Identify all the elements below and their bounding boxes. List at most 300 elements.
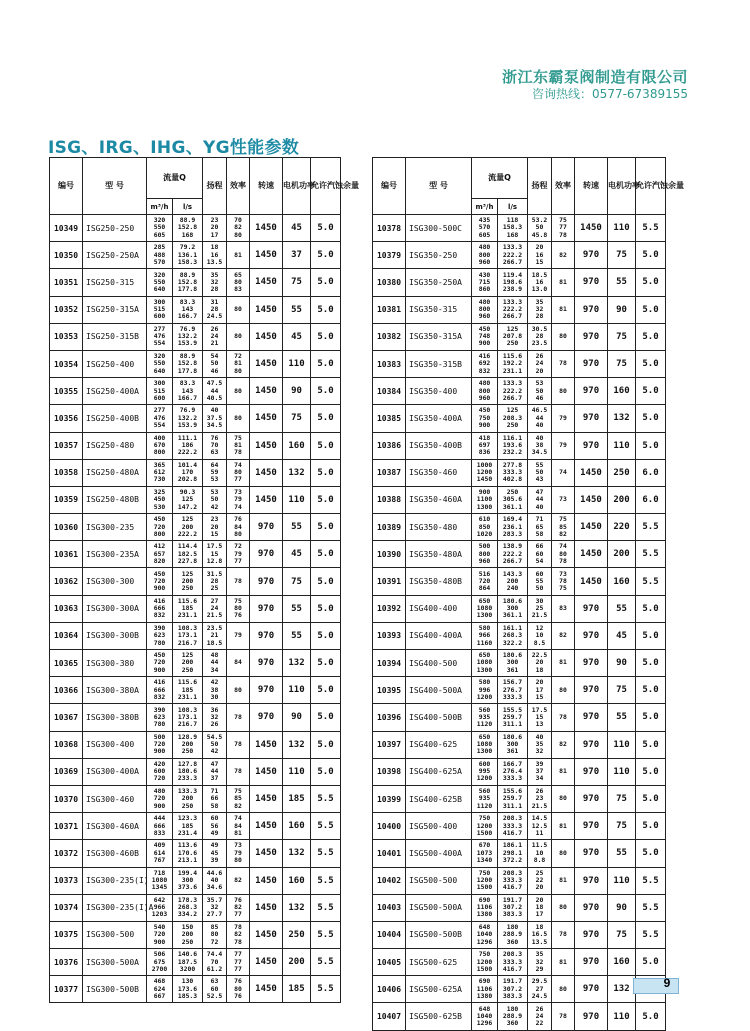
cell-power: 110 (608, 215, 636, 242)
cell-flow-ls-value: 268.3 (177, 903, 198, 912)
table-row (50, 595, 341, 622)
cell-model: ISG350-480B (406, 568, 472, 595)
cell-no: 10379 (373, 242, 406, 269)
cell-head-value: 20 (535, 366, 544, 375)
cell-speed: 1450 (250, 323, 283, 350)
cell-flow-m3h-value: 1300 (476, 665, 493, 674)
cell-no: 10356 (50, 405, 83, 432)
cell-flow-ls-value: 227.8 (177, 556, 198, 565)
cell-efficiency-value: 83 (559, 604, 567, 613)
cell-head (203, 568, 227, 595)
cell-power: 185 (283, 976, 311, 1003)
cell-efficiency-value: 82 (234, 930, 242, 939)
cell-speed: 1450 (250, 976, 283, 1003)
cell-npsh: 6.0 (636, 459, 666, 486)
cell-head-value: 12.5 (531, 821, 548, 830)
cell-flow-ls-value: 153.9 (177, 421, 198, 430)
cell-head-value: 22 (535, 1019, 544, 1028)
cell-flow-m3h (472, 350, 498, 377)
table-row (373, 405, 666, 432)
cell-flow-m3h (472, 514, 498, 541)
cell-flow-ls-value: 277.8 (502, 460, 523, 469)
cell-flow-m3h-value: 1300 (476, 611, 493, 620)
cell-flow-m3h-value: 1380 (476, 910, 493, 919)
table-row (50, 622, 341, 649)
cell-flow-m3h (472, 242, 498, 269)
cell-head-value: 21.5 (531, 611, 548, 620)
cell-efficiency (552, 813, 575, 840)
cell-flow-m3h-value: 960 (478, 312, 491, 321)
cell-flow-ls-value: 125 (181, 651, 194, 660)
cell-flow-ls-value: 250 (181, 937, 194, 946)
cell-head (203, 459, 227, 486)
cell-flow-ls-value: 156.7 (502, 678, 523, 687)
cell-flow-ls-value: 166.7 (502, 759, 523, 768)
cell-speed: 1450 (250, 867, 283, 894)
cell-flow-ls (173, 568, 203, 595)
cell-flow-m3h-value: 690 (478, 977, 491, 986)
cell-efficiency-value: 80 (559, 848, 567, 857)
performance-table-right (372, 157, 684, 1031)
cell-no: 10385 (373, 405, 406, 432)
cell-flow-m3h-value: 864 (478, 584, 491, 593)
cell-flow-ls-value: 173.1 (177, 631, 198, 640)
cell-flow-ls-value: 208.3 (502, 814, 523, 823)
cell-speed: 1450 (250, 242, 283, 269)
cell-flow-m3h-value: 1120 (476, 801, 493, 810)
cell-npsh: 5.0 (636, 785, 666, 812)
cell-head-value: 70 (210, 440, 219, 449)
cell-head-value: 26 (535, 352, 544, 361)
cell-flow-ls-value: 115.6 (177, 678, 198, 687)
cell-npsh: 5.0 (311, 405, 341, 432)
cell-speed: 970 (575, 432, 608, 459)
cell-head-value: 26 (535, 1004, 544, 1013)
cell-efficiency (227, 650, 250, 677)
cell-power: 110 (608, 432, 636, 459)
cell-no: 10388 (373, 486, 406, 513)
cell-flow-ls-value: 360 (506, 937, 519, 946)
cell-head (528, 215, 552, 242)
cell-power: 132 (283, 650, 311, 677)
cell-flow-m3h-value: 820 (153, 556, 166, 565)
cell-head-value: 38 (210, 685, 219, 694)
cell-flow-ls-value: 83.3 (179, 297, 196, 306)
table-row (50, 405, 341, 432)
cell-head-value: 53 (210, 475, 219, 484)
cell-flow-ls (498, 378, 528, 405)
cell-head-value: 53 (210, 488, 219, 497)
cell-flow-m3h (147, 976, 173, 1003)
cell-efficiency-value: 80 (234, 468, 242, 477)
cell-flow-m3h-value: 800 (478, 386, 491, 395)
cell-head-value: 8.5 (533, 638, 546, 647)
cell-speed: 970 (575, 242, 608, 269)
cell-flow-m3h-value: 516 (478, 569, 491, 578)
cell-flow-m3h (472, 976, 498, 1003)
cell-flow-m3h-value: 666 (153, 821, 166, 830)
cell-flow-ls-value: 298.1 (502, 848, 523, 857)
cell-efficiency-value: 81 (234, 250, 242, 259)
cell-flow-ls-value: 266.7 (502, 556, 523, 565)
cell-model: ISG500-625 (406, 949, 472, 976)
cell-head-value: 58 (535, 529, 544, 538)
cell-head (528, 514, 552, 541)
cell-npsh: 5.5 (636, 921, 666, 948)
cell-efficiency (552, 976, 575, 1003)
cell-flow-ls-value: 152.8 (177, 359, 198, 368)
header-no: 编号 (373, 158, 406, 215)
cell-npsh: 5.0 (311, 432, 341, 459)
cell-flow-ls (498, 1003, 528, 1030)
cell-flow-ls-value: 177.8 (177, 366, 198, 375)
cell-no: 10384 (373, 378, 406, 405)
cell-power: 110 (608, 731, 636, 758)
cell-flow-m3h-value: 1200 (476, 468, 493, 477)
cell-flow-ls-value: 276.7 (502, 685, 523, 694)
cell-flow-m3h-value: 550 (153, 277, 166, 286)
cell-flow-m3h (472, 704, 498, 731)
cell-efficiency (552, 432, 575, 459)
cell-flow-m3h (472, 894, 498, 921)
table-row (373, 731, 666, 758)
cell-head-value: 18 (210, 243, 219, 252)
cell-flow-ls-value: 130 (181, 977, 194, 986)
cell-efficiency (552, 568, 575, 595)
cell-npsh: 5.0 (311, 242, 341, 269)
table-row (373, 242, 666, 269)
cell-speed: 970 (575, 269, 608, 296)
table-row (373, 1003, 666, 1030)
cell-speed: 970 (250, 650, 283, 677)
cell-model: ISG300-400 (83, 731, 147, 758)
cell-flow-m3h-value: 450 (153, 495, 166, 504)
cell-flow-m3h (147, 595, 173, 622)
cell-flow-m3h-value: 750 (478, 868, 491, 877)
cell-efficiency (552, 514, 575, 541)
cell-model: ISG400-500 (406, 650, 472, 677)
cell-flow-ls (173, 432, 203, 459)
cell-npsh: 5.0 (311, 323, 341, 350)
cell-flow-m3h-value: 1080 (151, 875, 168, 884)
cell-flow-m3h-value: 554 (153, 421, 166, 430)
cell-head (528, 595, 552, 622)
cell-efficiency-value: 82 (234, 875, 242, 884)
cell-flow-m3h (147, 813, 173, 840)
cell-no: 10401 (373, 840, 406, 867)
cell-flow-ls (498, 840, 528, 867)
cell-flow-ls-value: 334.2 (177, 910, 198, 919)
cell-flow-m3h-value: 900 (478, 488, 491, 497)
cell-model: ISG500-500A (406, 894, 472, 921)
cell-head-value: 21.5 (531, 801, 548, 810)
cell-head-value: 58 (210, 801, 219, 810)
cell-efficiency-value: 79 (234, 848, 242, 857)
cell-flow-ls-value: 259.7 (502, 794, 523, 803)
cell-efficiency-value: 74 (234, 502, 242, 511)
cell-flow-m3h-value: 960 (478, 257, 491, 266)
cell-speed: 970 (250, 677, 283, 704)
cell-speed: 970 (575, 785, 608, 812)
cell-no: 10405 (373, 949, 406, 976)
cell-flow-m3h (147, 242, 173, 269)
cell-no: 10376 (50, 949, 83, 976)
cell-head (528, 813, 552, 840)
cell-flow-m3h-value: 1160 (476, 638, 493, 647)
cell-head-value: 40.5 (206, 393, 223, 402)
cell-flow-m3h-value: 623 (153, 631, 166, 640)
cell-flow-m3h-value: 1296 (476, 1019, 493, 1028)
cell-flow-m3h (147, 378, 173, 405)
cell-efficiency-value: 80 (234, 230, 242, 239)
cell-flow-ls (173, 894, 203, 921)
table-row (373, 758, 666, 785)
cell-flow-m3h-value: 600 (153, 312, 166, 321)
cell-head-value: 39 (535, 759, 544, 768)
cell-power: 132 (608, 976, 636, 1003)
cell-no: 10362 (50, 568, 83, 595)
table-row (373, 323, 666, 350)
cell-flow-ls-value: 88.9 (179, 216, 196, 225)
cell-head-value: 40 (535, 433, 544, 442)
cell-efficiency-value: 73 (234, 841, 242, 850)
cell-power: 132 (608, 405, 636, 432)
cell-head-value: 32 (535, 957, 544, 966)
cell-flow-ls-value: 152.8 (177, 277, 198, 286)
cell-speed: 970 (575, 949, 608, 976)
cell-no: 10404 (373, 921, 406, 948)
cell-flow-m3h-value: 666 (153, 604, 166, 613)
cell-flow-ls-value: 168 (181, 230, 194, 239)
cell-flow-ls-value: 333.3 (502, 875, 523, 884)
cell-model: ISG350-315 (406, 296, 472, 323)
cell-flow-m3h-value: 1080 (476, 604, 493, 613)
cell-power: 75 (283, 568, 311, 595)
cell-efficiency-value: 78 (559, 556, 567, 565)
cell-head (528, 269, 552, 296)
cell-flow-m3h-value: 900 (478, 421, 491, 430)
cell-flow-ls-value: 208.3 (502, 413, 523, 422)
cell-flow-ls (498, 650, 528, 677)
cell-flow-m3h-value: 966 (478, 631, 491, 640)
cell-no: 10391 (373, 568, 406, 595)
cell-efficiency-value: 75 (234, 596, 242, 605)
cell-power: 110 (608, 867, 636, 894)
cell-efficiency-value: 84 (234, 821, 242, 830)
cell-efficiency-value: 77 (234, 964, 242, 973)
cell-head (203, 378, 227, 405)
cell-efficiency-value: 80 (559, 903, 567, 912)
table-row (373, 677, 666, 704)
cell-efficiency (552, 378, 575, 405)
cell-head (203, 731, 227, 758)
cell-power: 160 (283, 867, 311, 894)
cell-npsh: 5.0 (311, 350, 341, 377)
cell-flow-ls-value: 125 (181, 495, 194, 504)
cell-head-value: 28 (210, 285, 219, 294)
cell-head-value: 22.5 (531, 651, 548, 660)
cell-head-value: 15 (535, 692, 544, 701)
cell-head-value: 55 (535, 460, 544, 469)
cell-speed: 1450 (575, 568, 608, 595)
cell-efficiency-value: 75 (234, 787, 242, 796)
cell-flow-ls-value: 200 (506, 576, 519, 585)
cell-flow-ls-value: 113.6 (177, 841, 198, 850)
cell-head-value: 66 (535, 542, 544, 551)
cell-flow-m3h-value: 450 (478, 406, 491, 415)
cell-head-value: 30 (210, 692, 219, 701)
cell-efficiency-value: 78 (559, 359, 567, 368)
cell-efficiency (227, 323, 250, 350)
cell-npsh: 5.0 (636, 405, 666, 432)
cell-flow-m3h-value: 690 (478, 895, 491, 904)
table-row (373, 921, 666, 948)
cell-head-value: 40 (210, 875, 219, 884)
cell-head-value: 32 (210, 712, 219, 721)
table-row (50, 813, 341, 840)
cell-no: 10386 (373, 432, 406, 459)
cell-flow-ls-value: 150 (181, 923, 194, 932)
cell-efficiency-value: 78 (234, 448, 242, 457)
cell-head-value: 17 (535, 685, 544, 694)
table-row (50, 921, 341, 948)
cell-flow-ls-value: 222.2 (502, 549, 523, 558)
cell-flow-ls-value: 238.9 (502, 285, 523, 294)
cell-flow-ls (173, 486, 203, 513)
cell-flow-ls (173, 622, 203, 649)
cell-flow-m3h-value: 715 (478, 277, 491, 286)
cell-model: ISG250-315B (83, 323, 147, 350)
cell-model: ISG500-500 (406, 867, 472, 894)
cell-power: 110 (608, 758, 636, 785)
header-flow-m3h: m³/h (147, 199, 173, 215)
cell-head (203, 949, 227, 976)
cell-flow-m3h (147, 758, 173, 785)
cell-npsh: 5.0 (311, 568, 341, 595)
cell-efficiency (227, 622, 250, 649)
cell-head (203, 921, 227, 948)
cell-head (203, 894, 227, 921)
cell-no: 10377 (50, 976, 83, 1003)
cell-efficiency (227, 921, 250, 948)
cell-head (203, 785, 227, 812)
cell-model: ISG300-500B (83, 976, 147, 1003)
cell-npsh: 5.5 (311, 813, 341, 840)
cell-head-value: 34 (535, 774, 544, 783)
cell-npsh: 5.0 (636, 650, 666, 677)
cell-efficiency (227, 894, 250, 921)
cell-flow-ls (498, 514, 528, 541)
cell-flow-ls-value: 222.2 (502, 305, 523, 313)
cell-power: 132 (283, 731, 311, 758)
cell-power: 90 (608, 650, 636, 677)
table-row (50, 432, 341, 459)
cell-speed: 1450 (575, 215, 608, 242)
cell-flow-ls-value: 231.1 (177, 611, 198, 620)
cell-head-value: 18 (535, 665, 544, 674)
table-row (373, 378, 666, 405)
cell-flow-m3h-value: 800 (478, 250, 491, 259)
cell-flow-m3h (147, 215, 173, 242)
cell-flow-ls-value: 307.2 (502, 984, 523, 993)
cell-flow-ls-value: 200 (181, 794, 194, 803)
cell-flow-m3h-value: 390 (153, 623, 166, 632)
cell-efficiency-value: 79 (234, 631, 242, 640)
cell-model: ISG350-480 (406, 514, 472, 541)
cell-flow-m3h-value: 1340 (476, 856, 493, 865)
cell-flow-m3h-value: 285 (153, 243, 166, 252)
cell-head-value: 44 (210, 386, 219, 395)
table-row (373, 949, 666, 976)
table-row (373, 459, 666, 486)
cell-efficiency (227, 541, 250, 568)
cell-flow-ls-value: 153.9 (177, 339, 198, 348)
cell-power: 75 (608, 813, 636, 840)
cell-flow-ls (173, 949, 203, 976)
cell-flow-ls-value: 173.6 (177, 984, 198, 993)
cell-npsh: 5.0 (311, 677, 341, 704)
cell-head-value: 20 (535, 243, 544, 252)
cell-head-value: 64 (210, 460, 219, 469)
cell-flow-ls-value: 305.6 (502, 495, 523, 504)
table-row (50, 867, 341, 894)
cell-efficiency (227, 242, 250, 269)
cell-flow-ls-value: 200 (181, 740, 194, 748)
cell-flow-ls-value: 231.1 (502, 366, 523, 375)
cell-head-value: 25 (535, 868, 544, 877)
cell-flow-m3h-value: 476 (153, 413, 166, 422)
cell-head-value: 10 (535, 848, 544, 857)
cell-flow-ls-value: 300 (181, 875, 194, 884)
cell-npsh: 5.0 (311, 650, 341, 677)
cell-flow-m3h-value: 300 (153, 297, 166, 306)
cell-flow-ls-value: 193.6 (502, 440, 523, 449)
cell-flow-m3h-value: 720 (153, 774, 166, 783)
cell-power: 75 (283, 269, 311, 296)
cell-head-value: 49 (210, 841, 219, 850)
cell-efficiency-value: 81 (234, 828, 242, 837)
table-row (50, 568, 341, 595)
cell-flow-ls-value: 101.4 (177, 460, 198, 469)
cell-flow-m3h-value: 750 (478, 413, 491, 422)
cell-model: ISG250-400B (83, 405, 147, 432)
cell-npsh: 5.0 (636, 704, 666, 731)
cell-flow-ls-value: 233.3 (177, 774, 198, 783)
cell-flow-ls-value: 208.3 (502, 868, 523, 877)
table-row (50, 459, 341, 486)
cell-flow-ls-value: 136.1 (177, 250, 198, 259)
cell-flow-ls-value: 372.2 (502, 856, 523, 865)
cell-efficiency (227, 378, 250, 405)
cell-head-value: 17.5 (531, 705, 548, 714)
table-row (50, 350, 341, 377)
cell-flow-m3h (472, 405, 498, 432)
cell-head (528, 1003, 552, 1030)
cell-no: 10380 (373, 269, 406, 296)
cell-flow-ls (173, 677, 203, 704)
cell-head (528, 296, 552, 323)
cell-speed: 970 (250, 568, 283, 595)
cell-head (528, 949, 552, 976)
cell-flow-ls-value: 333.3 (502, 821, 523, 830)
cell-speed: 1450 (250, 813, 283, 840)
cell-head-value: 53 (535, 379, 544, 388)
cell-efficiency (552, 323, 575, 350)
table-row (50, 215, 341, 242)
table-row (50, 731, 341, 758)
cell-npsh: 5.0 (311, 215, 341, 242)
cell-no: 10402 (373, 867, 406, 894)
